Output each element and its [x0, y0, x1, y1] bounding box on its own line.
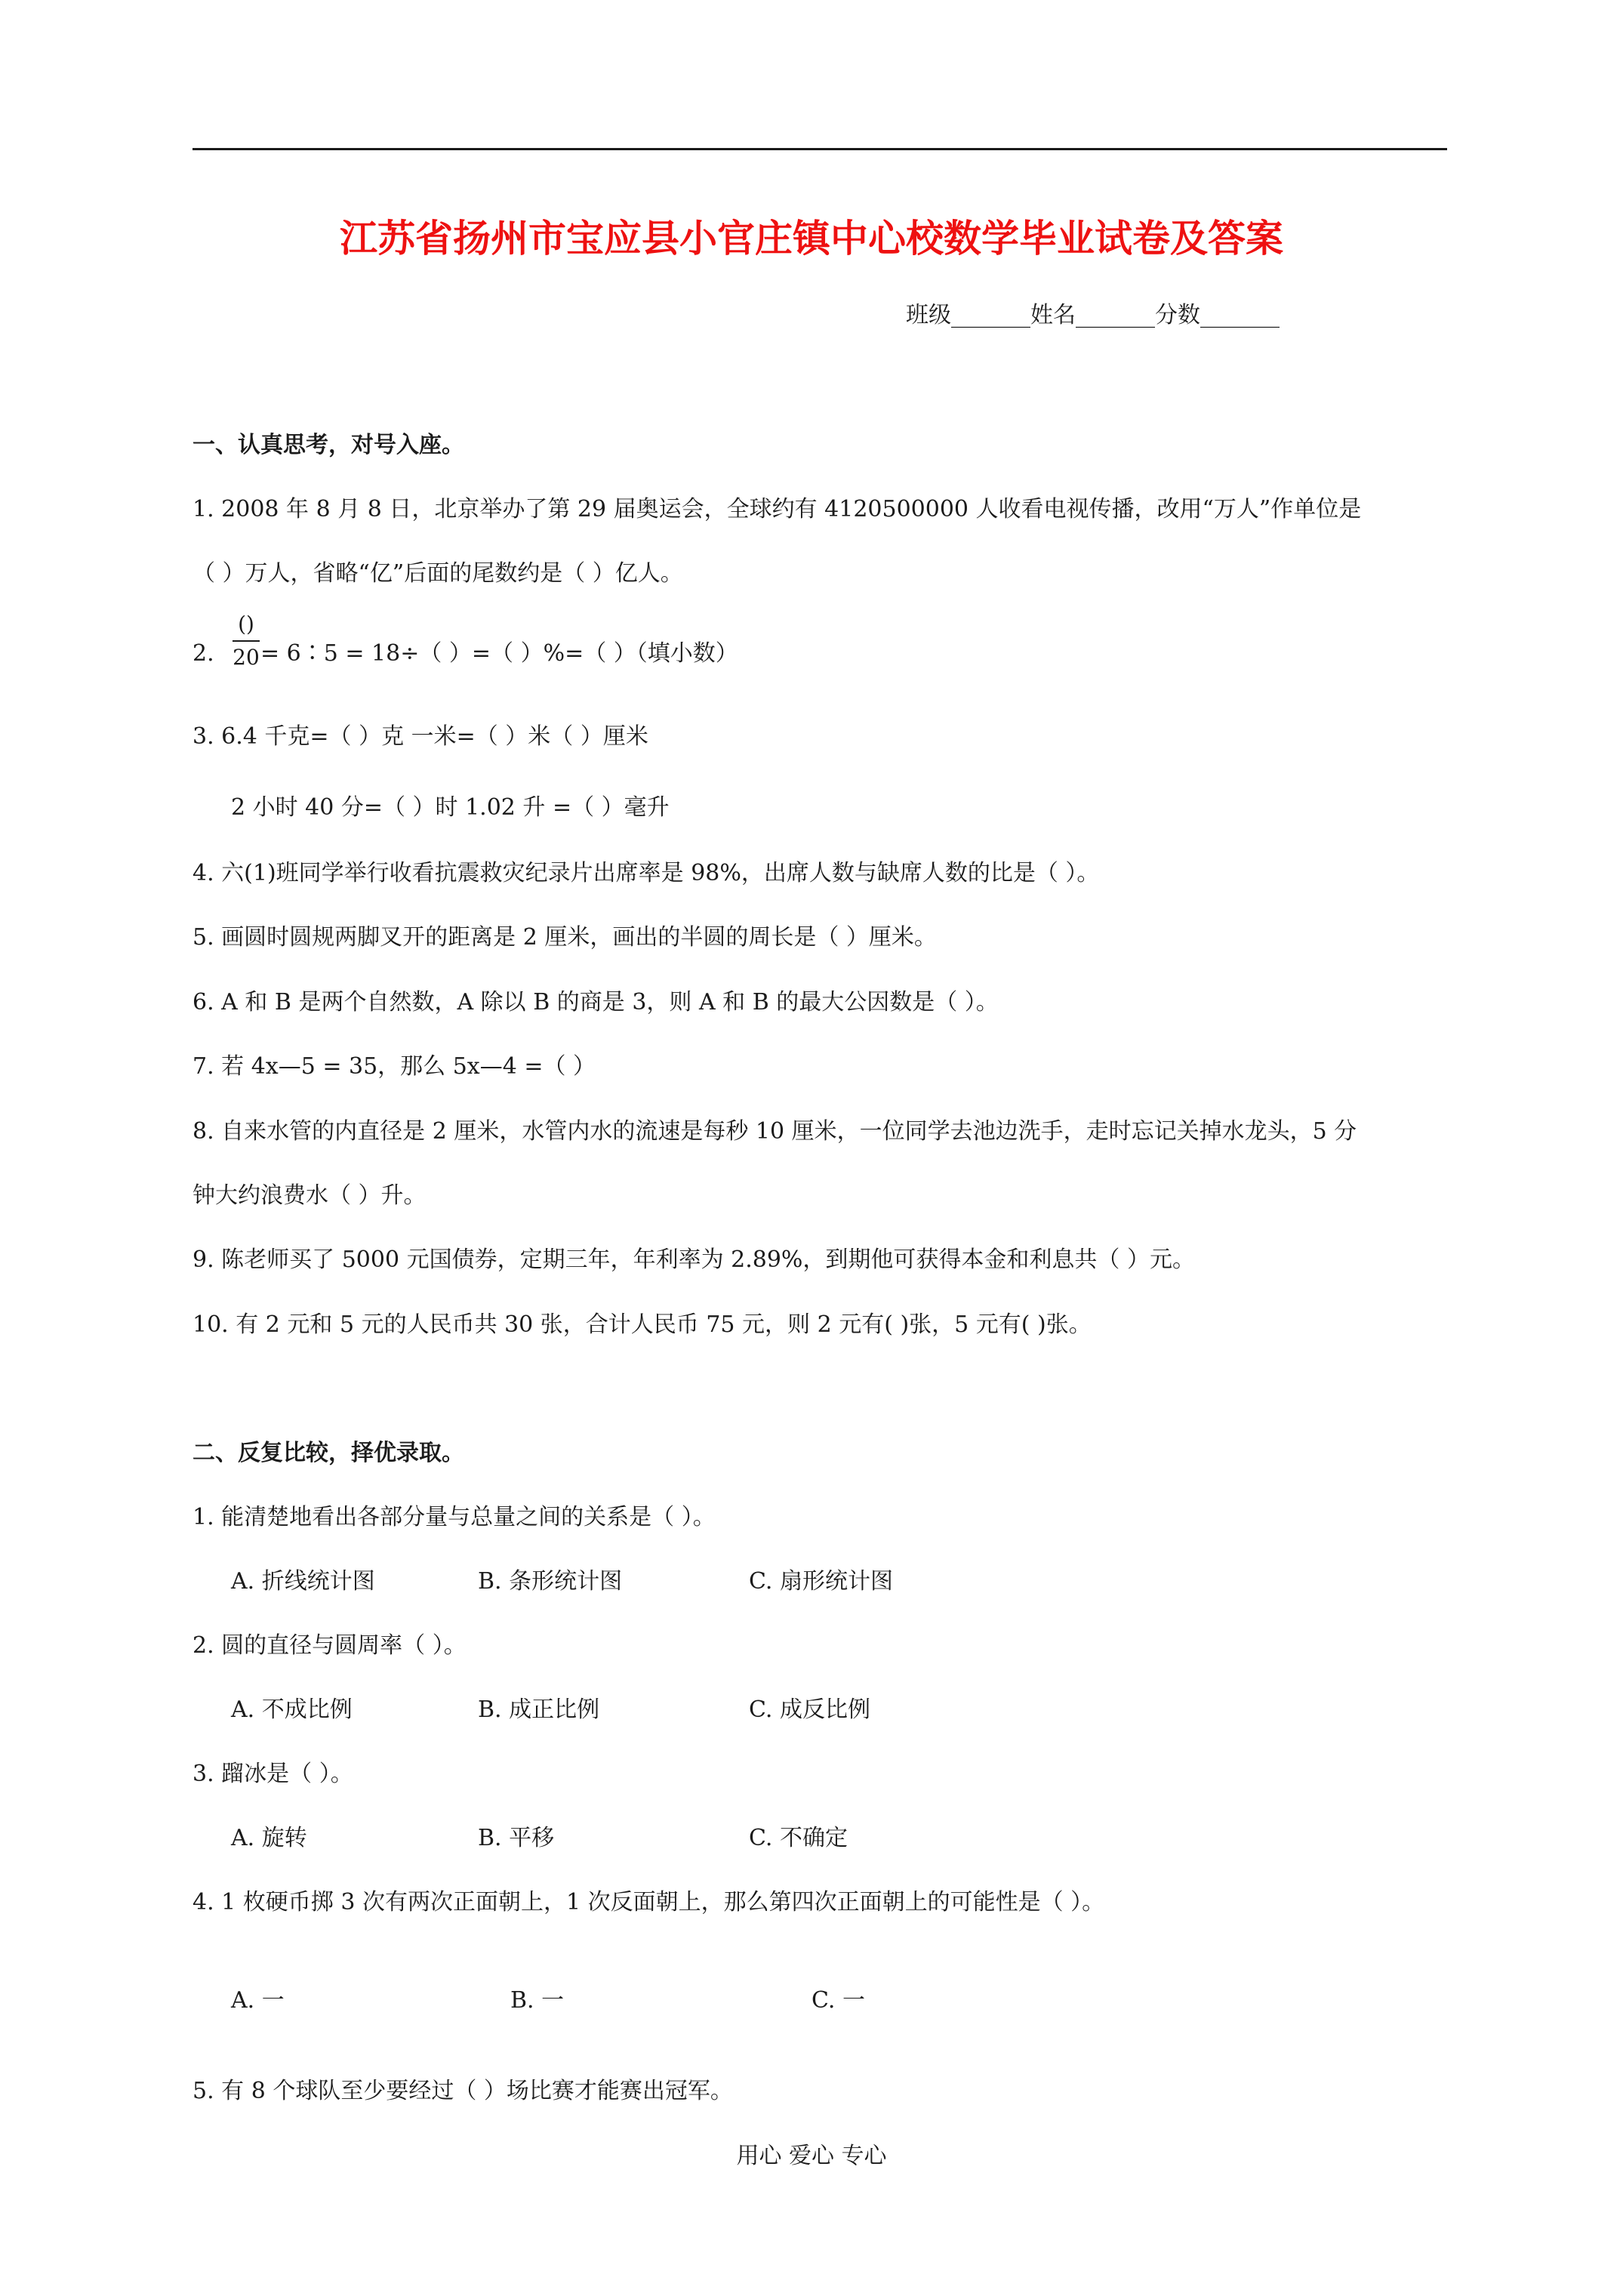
section-1-heading: 一、认真思考，对号入座。: [192, 432, 464, 458]
fraction-numerator: (): [238, 612, 254, 636]
fraction: [233, 612, 260, 670]
fraction-denominator: 20: [233, 645, 260, 670]
option-2-4-c: C. 一: [812, 1987, 865, 2014]
question-1-1-line-2: （ ）万人，省略“亿”后面的尾数约是（ ）亿人。: [192, 560, 683, 587]
option-2-2-c: C. 成反比例: [749, 1697, 870, 1723]
header-rule: [192, 148, 1447, 150]
question-1-10: 10. 有 2 元和 5 元的人民币共 30 张，合计人民币 75 元，则 2 元有( )张，5 元有( )张。: [192, 1311, 1092, 1338]
question-1-5: 5. 画圆时圆规两脚叉开的距离是 2 厘米，画出的半圆的周长是（ ）厘米。: [192, 924, 937, 951]
student-info-line: 班级_______姓名_______分数_______: [906, 302, 1280, 328]
question-2-1: 1. 能清楚地看出各部分量与总量之间的关系是（ ）。: [192, 1504, 716, 1530]
option-2-3-a: A. 旋转: [231, 1825, 307, 1851]
question-1-7: 7. 若 4x—5 = 35，那么 5x—4 =（ ）: [192, 1053, 596, 1080]
option-2-2-b: B. 成正比例: [478, 1697, 600, 1723]
question-2-3: 3. 蹓冰是（ ）。: [192, 1761, 353, 1787]
question-1-9: 9. 陈老师买了 5000 元国债券，定期三年，年利率为 2.89%，到期他可获得本金和利息共（ ）元。: [192, 1247, 1195, 1273]
option-2-2-a: A. 不成比例: [231, 1697, 353, 1723]
question-1-8-line-1: 8. 自来水管的内直径是 2 厘米，水管内水的流速是每秒 10 厘米，一位同学去池边洗手，走时忘记关掉水龙头，5 分: [192, 1118, 1357, 1145]
question-2-2: 2. 圆的直径与圆周率（ ）。: [192, 1632, 467, 1659]
fraction-bar: [233, 640, 260, 642]
option-2-1-a: A. 折线统计图: [231, 1568, 375, 1595]
question-2-4: 4. 1 枚硬币掷 3 次有两次正面朝上，1 次反面朝上，那么第四次正面朝上的可能性是（ ）。: [192, 1889, 1105, 1915]
option-2-4-a: A. 一: [231, 1987, 285, 2014]
option-2-1-b: B. 条形统计图: [478, 1568, 623, 1595]
option-2-3-b: B. 平移: [478, 1825, 555, 1851]
question-2-5: 5. 有 8 个球队至少要经过（ ）场比赛才能赛出冠军。: [192, 2078, 733, 2104]
question-1-4: 4. 六(1)班同学举行收看抗震救灾纪录片出席率是 98%，出席人数与缺席人数的比是（ ）。: [192, 860, 1100, 886]
question-1-2-number: 2.: [192, 640, 214, 667]
question-1-1-line-1: 1. 2008 年 8 月 8 日，北京举办了第 29 届奥运会，全球约有 4120500000 人收看电视传播，改用“万人”作单位是: [192, 496, 1362, 522]
page-title: 江苏省扬州市宝应县小官庄镇中心校数学毕业试卷及答案: [340, 216, 1283, 260]
option-2-1-c: C. 扇形统计图: [749, 1568, 893, 1595]
question-1-3-line-2: 2 小时 40 分=（ ）时 1.02 升 =（ ）毫升: [231, 794, 670, 821]
option-2-4-b: B. 一: [510, 1987, 565, 2014]
question-1-8-line-2: 钟大约浪费水（ ）升。: [192, 1182, 427, 1209]
page-footer: 用心 爱心 专心: [736, 2143, 887, 2169]
question-1-2-rest: = 6∶5 = 18÷（ ）=（ ）%=（ ）（填小数）: [260, 640, 738, 667]
option-2-3-c: C. 不确定: [749, 1825, 848, 1851]
question-1-6: 6. A 和 B 是两个自然数，A 除以 B 的商是 3，则 A 和 B 的最大公因数是（ ）。: [192, 989, 999, 1015]
question-1-3-line-1: 3. 6.4 千克=（ ）克 一米=（ ）米（ ）厘米: [192, 723, 648, 750]
section-2-heading: 二、反复比较，择优录取。: [192, 1440, 464, 1466]
